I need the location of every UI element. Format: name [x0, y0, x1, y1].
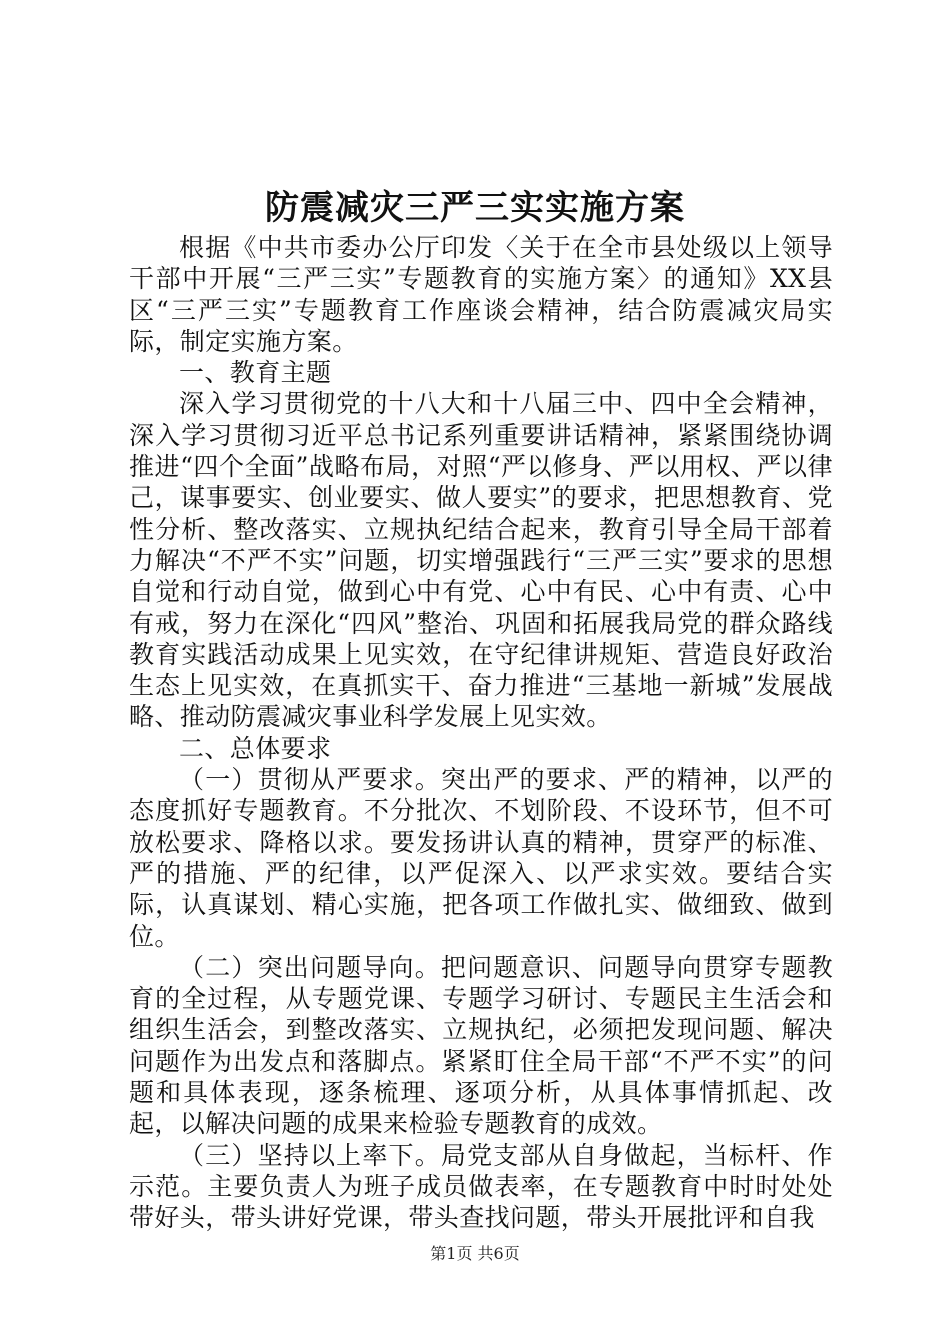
- page-number-footer: 第1页 共6页: [430, 1244, 520, 1263]
- requirement-paragraph-3: （三）坚持以上率下。局党支部从自身做起，当标杆、作示范。主要负责人为班子成员做表率，在专题教育中时时处处带好头，带头讲好党课，带头查找问题，带头开展批评和自我: [129, 1140, 833, 1233]
- document-body: [129, 232, 833, 1234]
- section-heading-requirements: 二、总体要求: [179, 733, 332, 763]
- requirement-paragraph-2: （二）突出问题导向。把问题意识、问题导向贯穿专题教育的全过程，从专题党课、专题学习研讨、专题民主生活会和组织生活会，到整改落实、立规执纪，必须把发现问题、解决问题作为出发点和落脚点。紧紧盯住全局干部“不严不实”的问题和具体表现，逐条梳理、逐项分析，从具体事情抓起、改起，以解决问题的成果来检验专题教育的成效。: [129, 952, 833, 1139]
- document-title: 防震减灾三严三实实施方案: [265, 188, 685, 228]
- requirement-paragraph-1: （一）贯彻从严要求。突出严的要求、严的精神，以严的态度抓好专题教育。不分批次、不划阶段、不设环节，但不可放松要求、降格以求。要发扬讲认真的精神，贯穿严的标准、严的措施、严的纪律，以严促深入、以严求实效。要结合实际，认真谋划、精心实施，把各项工作做扎实、做细致、做到位。: [129, 765, 833, 951]
- section-heading-theme: 一、教育主题: [179, 358, 332, 388]
- theme-paragraph: 深入学习贯彻党的十八大和十八届三中、四中全会精神，深入学习贯彻习近平总书记系列重要讲话精神，紧紧围绕协调推进“四个全面”战略布局，对照“严以修身、严以用权、严以律己，谋事要实、创业要实、做人要实”的要求，把思想教育、党性分析、整改落实、立规执纪结合起来，教育引导全局干部着力解决“不严不实”问题，切实增强践行“三严三实”要求的思想自觉和行动自觉，做到心中有党、心中有民、心中有责、心中有戒，努力在深化“四风”整治、巩固和拓展我局党的群众路线教育实践活动成果上见实效，在守纪律讲规矩、营造良好政治生态上见实效，在真抓实干、奋力推进“三基地一新城”发展战略、推动防震减灾事业科学发展上见实效。: [129, 389, 833, 732]
- intro-paragraph: 根据《中共市委办公厅印发〈关于在全市县处级以上领导干部中开展“三严三实”专题教育的实施方案〉的通知》XX县区“三严三实”专题教育工作座谈会精神，结合防震减灾局实际，制定实施方案。: [129, 233, 833, 356]
